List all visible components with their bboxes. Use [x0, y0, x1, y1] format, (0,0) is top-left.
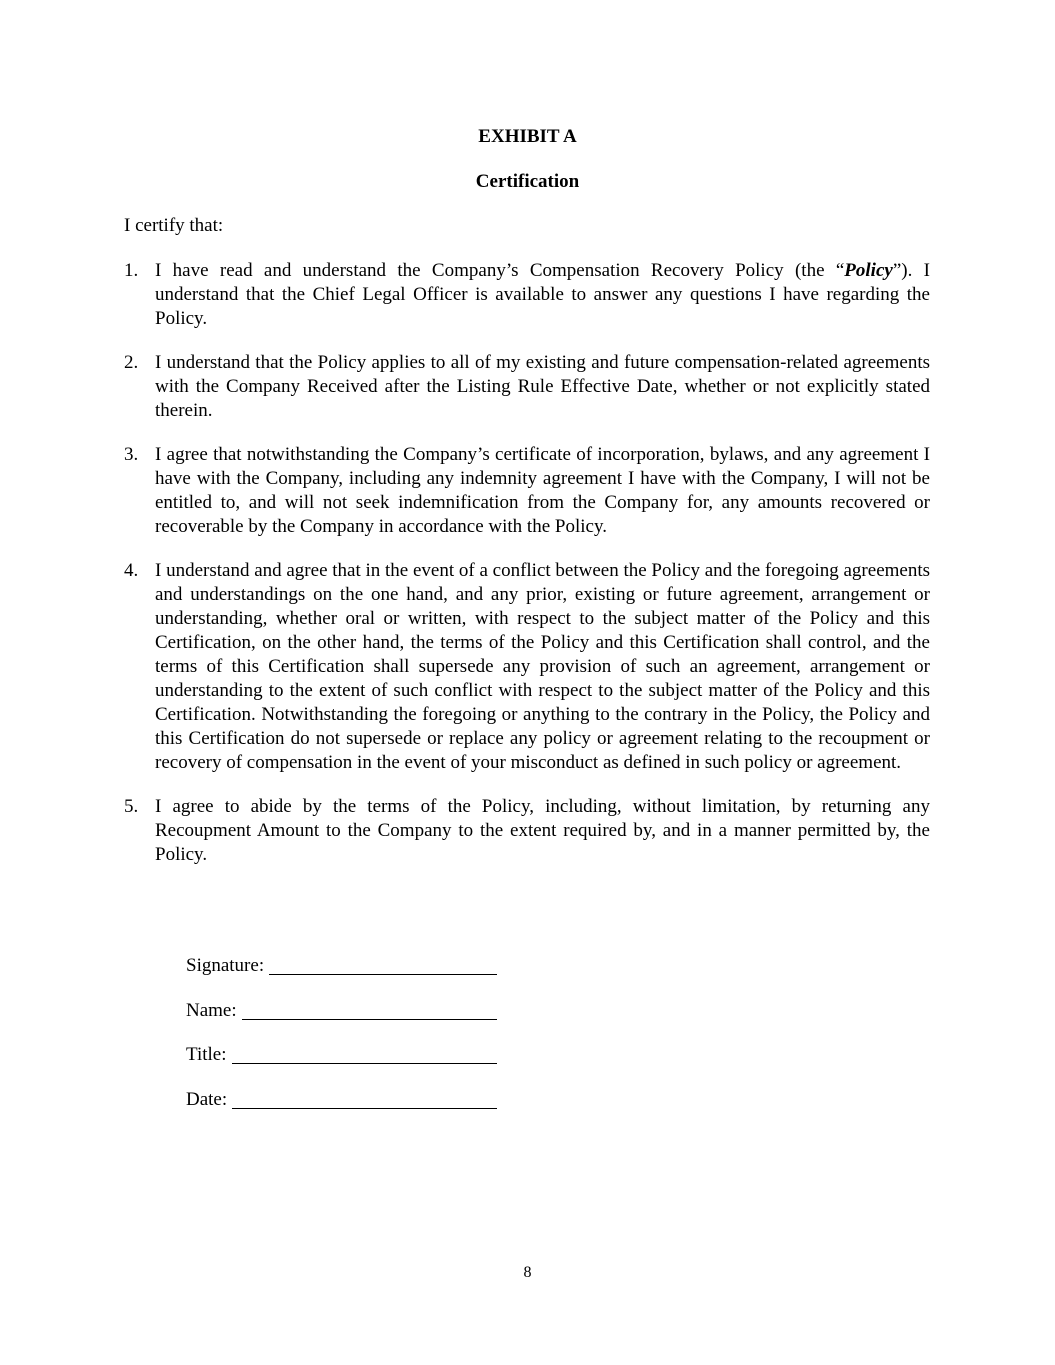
signature-line	[186, 954, 497, 978]
item-text: I understand and agree that in the event of a conflict between the Policy and the foregoing agreements and understandings on the one hand, and any prior, existing or future agreement, arrangement or understanding, whether oral or written, with respect to the subject matter of the Policy and this Certification, on the other hand, the terms of the Policy and this Certification shall control, and the terms of this Certification shall supersede any provision of such an agreement, arrangement or understanding to the extent of such conflict with respect to the subject matter of the Policy and this Certification. Notwithstanding the foregoing or anything to the contrary in the Policy, the Policy and this Certification do not supersede or replace any policy or agreement relating to the recoupment or recovery of compensation in the event of your misconduct as defined in such policy or agreement.	[155, 560, 931, 773]
title-line	[186, 1043, 497, 1067]
name-label: Name:	[186, 999, 237, 1021]
title-blank[interactable]	[232, 1062, 498, 1064]
item-text: I agree to abide by the terms of the Policy, including, without limitation, by returning any Recoupment Amount to the Company to the extent required by, and in a manner permitted by, the Policy.	[155, 796, 930, 865]
certification-list	[124, 259, 930, 887]
date-line	[186, 1088, 497, 1112]
signature-label: Signature:	[186, 955, 265, 976]
list-item-3	[124, 443, 930, 539]
list-item-4	[124, 559, 930, 775]
item-number: 3.	[124, 444, 139, 465]
name-blank[interactable]	[242, 1018, 497, 1020]
date-label: Date:	[186, 1088, 228, 1110]
signature-block	[186, 954, 506, 1132]
exhibit-heading: EXHIBIT A	[478, 126, 577, 147]
item-number: 5.	[124, 796, 139, 817]
name-line	[186, 999, 497, 1023]
list-item-1	[124, 259, 930, 331]
item-number: 2.	[124, 352, 139, 373]
item-text: I understand that the Policy applies to all of my existing and future compensation-related agreements with the Company Received after the Listing Rule Effective Date, whether or not explicitly stated therein.	[155, 352, 930, 421]
item-text-after-term: ”). I understand that the Chief Legal Officer is available to answer any questions I have regarding the Policy.	[155, 260, 930, 329]
signature-blank[interactable]	[269, 973, 497, 975]
title-label: Title:	[186, 1044, 227, 1065]
item-text: I agree that notwithstanding the Company’s certificate of incorporation, bylaws, and any agreement I have with the Company, including any indemnity agreement I have with the Company, I will not be entitled to, and will not seek indemnification from the Company for, any amounts recovered or recoverable by the Company in accordance with the Policy.	[155, 444, 930, 537]
intro-text: I certify that:	[124, 215, 224, 236]
list-item-5	[124, 795, 930, 867]
page-number: 8	[523, 1264, 532, 1281]
list-item-2	[124, 351, 930, 423]
item-text-before-term: I have read and understand the Company’s Compensation Recovery Policy (the “	[155, 260, 845, 281]
item-number: 1.	[124, 260, 139, 281]
certification-title: Certification	[475, 171, 580, 192]
item-number: 4.	[124, 560, 139, 581]
item-text	[155, 259, 930, 331]
defined-term-policy: Policy	[844, 260, 893, 281]
date-blank[interactable]	[232, 1107, 497, 1109]
